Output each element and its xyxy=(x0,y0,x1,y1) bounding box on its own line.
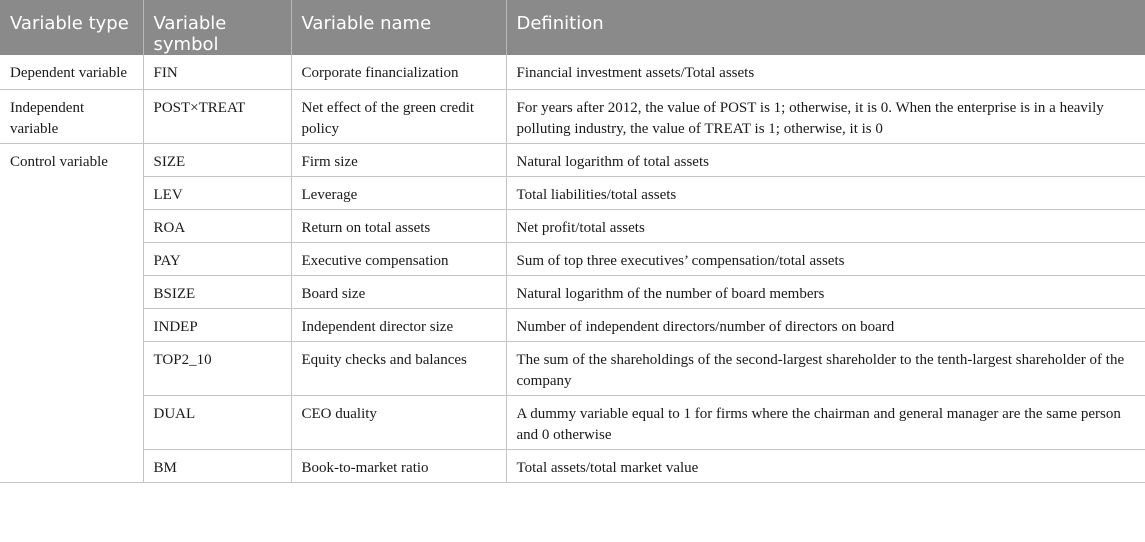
variable-name-cell: Firm size xyxy=(291,143,506,176)
variable-symbol-cell: PAY xyxy=(143,242,291,275)
variable-symbol-cell: FIN xyxy=(143,55,291,89)
variable-symbol-cell: ROA xyxy=(143,209,291,242)
table-header xyxy=(0,0,1145,55)
table-row xyxy=(0,209,1145,242)
variable-name-cell: Return on total assets xyxy=(291,209,506,242)
definition-cell: The sum of the shareholdings of the second-largest shareholder to the tenth-largest shareholder of the company xyxy=(506,341,1145,395)
header-definition: Definition xyxy=(506,0,1145,55)
table-row xyxy=(0,341,1145,395)
variable-symbol-cell: BSIZE xyxy=(143,275,291,308)
variable-symbol-cell: TOP2_10 xyxy=(143,341,291,395)
variable-name-cell: CEO duality xyxy=(291,395,506,449)
variable-symbol-cell: LEV xyxy=(143,176,291,209)
definition-cell: A dummy variable equal to 1 for firms where the chairman and general manager are the same person and 0 otherwise xyxy=(506,395,1145,449)
definition-cell: Sum of top three executives’ compensation/total assets xyxy=(506,242,1145,275)
variable-type-cell: Control variable xyxy=(0,143,143,482)
variable-name-cell: Leverage xyxy=(291,176,506,209)
variable-name-cell: Board size xyxy=(291,275,506,308)
table-row xyxy=(0,242,1145,275)
variable-name-cell: Corporate financialization xyxy=(291,55,506,89)
table-row xyxy=(0,176,1145,209)
definition-cell: Natural logarithm of total assets xyxy=(506,143,1145,176)
variable-type-cell: Independent variable xyxy=(0,89,143,143)
header-variable-type: Variable type xyxy=(0,0,143,55)
variable-symbol-cell: POST×TREAT xyxy=(143,89,291,143)
definition-cell: Total assets/total market value xyxy=(506,449,1145,482)
header-variable-name: Variable name xyxy=(291,0,506,55)
table-row xyxy=(0,449,1145,482)
variable-symbol-cell: DUAL xyxy=(143,395,291,449)
table-row xyxy=(0,55,1145,89)
definition-cell: Total liabilities/total assets xyxy=(506,176,1145,209)
definition-cell: Financial investment assets/Total assets xyxy=(506,55,1145,89)
header-variable-symbol: Variable symbol xyxy=(143,0,291,55)
variable-symbol-cell: INDEP xyxy=(143,308,291,341)
definition-cell: For years after 2012, the value of POST is 1; otherwise, it is 0. When the enterprise is in a heavily polluting industry, the value of TREAT is 1; otherwise, it is 0 xyxy=(506,89,1145,143)
table-row xyxy=(0,275,1145,308)
table-row xyxy=(0,89,1145,143)
variable-symbol-cell: BM xyxy=(143,449,291,482)
variable-name-cell: Equity checks and balances xyxy=(291,341,506,395)
variable-type-cell: Dependent variable xyxy=(0,55,143,89)
variable-name-cell: Net effect of the green credit policy xyxy=(291,89,506,143)
definition-cell: Number of independent directors/number of directors on board xyxy=(506,308,1145,341)
definition-cell: Natural logarithm of the number of board members xyxy=(506,275,1145,308)
variable-symbol-cell: SIZE xyxy=(143,143,291,176)
table-body xyxy=(0,55,1145,482)
variable-name-cell: Book-to-market ratio xyxy=(291,449,506,482)
variable-name-cell: Independent director size xyxy=(291,308,506,341)
definition-cell: Net profit/total assets xyxy=(506,209,1145,242)
table-row xyxy=(0,143,1145,176)
variable-name-cell: Executive compensation xyxy=(291,242,506,275)
table-row xyxy=(0,308,1145,341)
table-row xyxy=(0,395,1145,449)
header-row xyxy=(0,0,1145,55)
